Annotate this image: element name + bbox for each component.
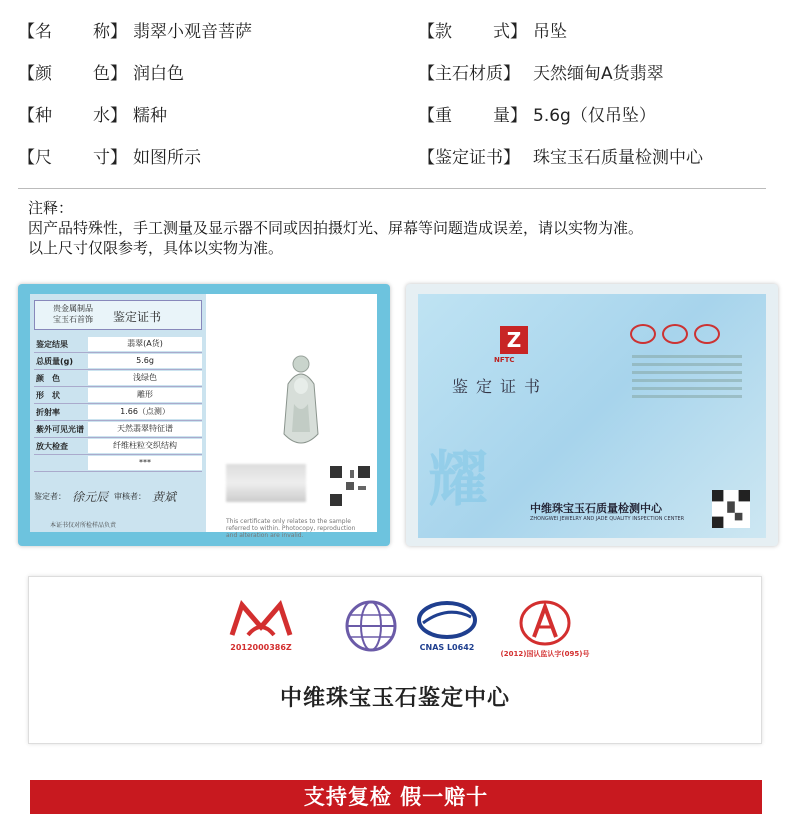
certificate-row (34, 336, 202, 353)
cnas-icon (415, 599, 479, 641)
spec-cell-right (378, 17, 778, 42)
sig-label: 鉴定者： (34, 492, 66, 501)
cover-title: 鉴定证书 (452, 377, 549, 396)
spec-cell-left (18, 17, 378, 42)
certificate-footer: 本证书仅对所检样品负责 (50, 522, 117, 529)
certificate-row-value: *** (88, 456, 202, 470)
certificate-row-value: 纤维柱粒交织结构 (88, 439, 202, 453)
spec-key-part: 寸】 (93, 147, 127, 168)
spec-cell-left (18, 59, 378, 84)
certificate-header-small: 贵金属制品 宝玉石首饰 (53, 304, 93, 324)
certificate-row-key: 形 状 (36, 390, 60, 400)
spec-key-part: 色】 (93, 63, 127, 84)
certificate-row-key: 折射率 (36, 407, 60, 417)
certificate-signatures (34, 488, 176, 505)
certificate-row (34, 455, 202, 472)
certificate-row-value: 天然翡翠特征谱 (88, 422, 202, 436)
spec-key (18, 17, 133, 42)
pendant-image (280, 354, 322, 452)
cma-logo (201, 599, 321, 652)
nftc-logo-icon: Z (500, 326, 528, 354)
cover-watermark-char: 耀 (428, 445, 488, 515)
fine-print: This certificate only relates to the sample referred to within. Photocopy, reproduction and alteration are invalid. (226, 518, 356, 539)
cnas-caption: CNAS L0642 (419, 643, 475, 652)
spec-key (18, 101, 133, 126)
spec-value: 5.6g（仅吊坠） (533, 105, 656, 126)
note-line-1: 因产品特殊性，手工测量及显示器不同或因拍摄灯光、屏幕等问题造成误差，请以实物为准。 (28, 219, 644, 237)
spec-key (18, 143, 133, 168)
spec-key-part: 【种 (18, 105, 52, 126)
spec-key (18, 59, 133, 84)
cma-icon (228, 599, 294, 641)
reviewer-label: 审核者： (114, 492, 147, 501)
spec-value: 润白色 (133, 63, 184, 84)
spec-cell-right (378, 101, 778, 126)
blurred-code (226, 464, 306, 502)
certificate-card (30, 294, 377, 539)
nftc-logo-text: NFTC (494, 356, 515, 364)
divider (18, 188, 766, 189)
certificate-row-key: 紫外可见光谱 (36, 424, 84, 434)
certificate-row (34, 353, 202, 370)
certificate-header-title: 鉴定证书 (113, 310, 162, 324)
spec-key (418, 59, 533, 84)
certificate-row (34, 438, 202, 455)
note-title: 注释： (28, 199, 74, 217)
cover-center-sub: ZHONGWEI JEWELRY AND JADE QUALITY INSPECTION CENTER (530, 516, 685, 522)
spec-key-part: 量】 (493, 105, 527, 126)
certificate-row-value: 5.6g (88, 354, 202, 368)
certificate-row-key: 鉴定结果 (36, 339, 68, 349)
spec-key-part: 式】 (493, 21, 527, 42)
spec-value: 如图所示 (133, 147, 201, 168)
certificate-row (34, 370, 202, 387)
certificate-form (30, 294, 206, 532)
spec-row (18, 134, 778, 176)
certificate-row (34, 404, 202, 421)
spec-key (418, 17, 533, 42)
cal-icon (518, 599, 572, 647)
certificate-row-key: 总质量(g) (36, 356, 74, 366)
spec-value: 珠宝玉石质量检测中心 (533, 147, 703, 168)
spec-key-part: 【重 (418, 105, 452, 126)
spec-key-part: 【鉴定证书】 (418, 147, 520, 168)
certificate-table (34, 336, 202, 472)
spec-value: 天然缅甸A货翡翠 (533, 63, 664, 84)
spec-key-part: 【尺 (18, 147, 52, 168)
cal-caption: (2012)国认监认字(095)号 (500, 650, 590, 658)
note-line-2: 以上尺寸仅限参考，具体以实物为准。 (28, 239, 284, 257)
qr-code-icon (330, 466, 370, 506)
accreditation-logos (29, 599, 761, 679)
center-name: 中维珠宝玉石鉴定中心 (279, 686, 510, 711)
spec-table (18, 8, 778, 176)
certificate-row-value: 浅绿色 (88, 371, 202, 385)
cma-caption: 2012000386Z (230, 643, 292, 652)
cal-logo (485, 599, 605, 659)
spec-cell-right (378, 143, 778, 168)
spec-row (18, 8, 778, 50)
qr-code-icon (712, 490, 750, 528)
sig-name: 徐元辰 (72, 490, 109, 504)
cover-text-lines (632, 350, 742, 403)
spec-key-part: 称】 (93, 21, 127, 42)
accreditation-logos-small (630, 324, 720, 344)
spec-cell-left (18, 101, 378, 126)
certificate-header (34, 300, 202, 330)
cover-center-name: 中维珠宝玉石质量检测中心 (530, 502, 662, 515)
spec-cell-right (378, 59, 778, 84)
certificate-row (34, 421, 202, 438)
spec-key-part: 【名 (18, 21, 52, 42)
spec-key-part: 水】 (93, 105, 127, 126)
certificate-cover (418, 294, 766, 538)
reviewer-name: 黄斌 (152, 490, 177, 504)
spec-key-part: 【款 (418, 21, 452, 42)
spec-key-part: 【颜 (18, 63, 52, 84)
spec-row (18, 92, 778, 134)
certificate-photo-right (406, 284, 778, 546)
certificate-row-key: 放大检查 (36, 441, 68, 451)
spec-value: 吊坠 (533, 21, 567, 42)
certificate-photo-left (18, 284, 390, 546)
accreditation-box (28, 576, 762, 744)
spec-value: 翡翠小观音菩萨 (133, 21, 252, 42)
certificate-row-value: 翡翠(A货) (88, 337, 202, 351)
spec-key-part: 【主石材质】 (418, 63, 520, 84)
guarantee-banner: 支持复检 假一赔十 (30, 780, 762, 814)
spec-key (418, 143, 533, 168)
spec-key (418, 101, 533, 126)
certificate-row-key: 颜 色 (36, 373, 60, 383)
certificate-row-value: 1.66（点测） (88, 405, 202, 419)
spec-row (18, 50, 778, 92)
certificate-row (34, 387, 202, 404)
note-block (28, 198, 643, 258)
spec-value: 糯种 (133, 105, 167, 126)
spec-cell-left (18, 143, 378, 168)
certificate-row-value: 雕形 (88, 388, 202, 402)
